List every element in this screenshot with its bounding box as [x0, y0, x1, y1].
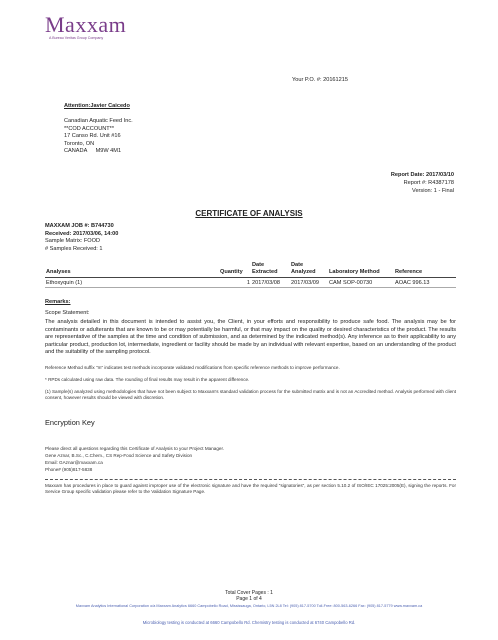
- job-number: MAXXAM JOB #: B744730: [45, 223, 114, 229]
- address-postal: M9W 4M1: [95, 148, 122, 155]
- report-number: Report #: R4387178: [403, 179, 454, 186]
- project-manager-contact: [45, 446, 224, 474]
- scope-statement-label: Scope Statement:: [45, 310, 90, 316]
- header-date-analyzed: [290, 262, 328, 277]
- report-info: [391, 172, 454, 195]
- address-line-company: Canadian Aquatic Feed Inc.: [64, 118, 133, 124]
- header-reference: Reference: [394, 262, 456, 277]
- job-received: Received: 2017/03/06, 14:00: [45, 230, 119, 237]
- reference-method-note: Reference Method suffix "m" indicates test methods incorporate validated modifications from specific reference methods to improve performance.: [45, 365, 340, 370]
- rpd-note: * RPDs calculated using raw data. The rounding of final results may result in the apparent difference.: [45, 377, 250, 382]
- validation-note: (1) Sample(s) analyzed using methodologies that have not been subject to Maxxam's standard validation process for the submitted matrix and is not an Accredited method. Analysis performed with client consent, however results should be viewed with discretion.: [45, 389, 456, 401]
- header-date-extracted-bottom: Extracted: [252, 268, 278, 275]
- footer-labs: Microbiology testing is conducted at 6660 Campobello Rd. Chemistry testing is conducted at 6740 Campobello Rd.: [142, 620, 356, 625]
- cell-method: CAM SOP-00730: [328, 277, 394, 288]
- encryption-key-label: Encryption Key: [45, 418, 95, 427]
- sample-matrix: Sample Matrix: FOOD: [45, 238, 101, 245]
- job-info: [45, 223, 118, 253]
- cell-quantity: 1: [219, 277, 251, 288]
- total-cover-pages: Total Cover Pages : 1: [225, 590, 273, 596]
- page-info: [0, 590, 498, 603]
- certificate-title: CERTIFICATE OF ANALYSIS: [195, 209, 303, 218]
- header-analyses: Analyses: [45, 262, 219, 277]
- address-line-country: [64, 148, 133, 156]
- header-date-analyzed-top: Date: [291, 262, 304, 268]
- analysis-table: [45, 262, 456, 288]
- contact-phone: Phone# (905)817-5838: [45, 467, 93, 472]
- table-header-row: [45, 262, 456, 277]
- po-number: Your P.O. #: 20161215: [292, 77, 348, 83]
- contact-intro: Please direct all questions regarding this Certificate of Analysis to your Project Manager.: [45, 446, 224, 451]
- address-line-street: 17 Canso Rd. Unit #16: [64, 133, 121, 140]
- contact-name: Gene Aznar, B.Sc., C.Chem., CS Rep-Food Science and Safety Division: [45, 453, 193, 458]
- report-version: Version: 1 - Final: [412, 187, 454, 194]
- maxxam-logo: [45, 14, 175, 48]
- scope-statement-text: The analysis detailed in this document is intended to assist you, the Client, in your efforts and responsibility to produce safe food. The analysis may be for contaminants or adulterants that are known to be or may potentially be harmful, or that may impact on the quality or desired characteristics of the product. The results are representative of the samples at the time and condition of submission, and as determined by the indicated method(s). Any inference as to their applicability to any particular product, production lot, intermediate, ingredient or facility should be made by an individual with relevant expertise, based on an understanding of the product and the suitability of the sampling protocol.: [45, 319, 456, 356]
- page-number: Page 1 of 4: [236, 596, 262, 603]
- attention-line: Attention:Javier Caicedo: [64, 103, 130, 109]
- address-line-account: **COD ACCOUNT**: [64, 125, 115, 132]
- signature-procedures-text: Maxxam has procedures in place to guard against improper use of the electronic signature and have the required "signatories", as per section 5.10.2 of ISO/IEC 17025:2005(E), signing the reports. For Service Group specific validation please refer to the Validation Signature Page.: [45, 483, 456, 495]
- cell-date-extracted: 2017/03/08: [251, 277, 290, 288]
- header-quantity: Quantity: [219, 262, 251, 277]
- logo-wordmark: Maxxam: [45, 12, 127, 37]
- cell-date-analyzed: 2017/03/09: [290, 277, 328, 288]
- header-date-analyzed-bottom: Analyzed: [291, 268, 316, 275]
- cell-reference: AOAC 996.13: [394, 277, 456, 288]
- footer-address: Maxxam Analytics International Corporation o/a Maxxam Analytics 6660 Campobello Road, Mississauga, Ontario, L5N 2L8 Tel: (905) 817-5700 Toll-Free: 800-563-6266 Fax: (905) 817-5779 www.maxxam.ca: [75, 604, 423, 608]
- report-date: Report Date: 2017/03/10: [390, 172, 454, 178]
- table-row: [45, 277, 456, 288]
- address-line-city: Toronto, ON: [64, 140, 95, 147]
- cell-analysis: Ethoxyquin (1): [45, 277, 219, 288]
- remarks-heading: Remarks:: [45, 299, 71, 305]
- contact-email: Email: GAznar@maxxam.ca: [45, 460, 103, 465]
- header-method: Laboratory Method: [328, 262, 394, 277]
- logo-tagline: A Bureau Veritas Group Company: [49, 36, 104, 40]
- header-date-extracted: [251, 262, 290, 277]
- client-address: [64, 118, 133, 156]
- header-date-extracted-top: Date: [252, 262, 265, 268]
- samples-received: # Samples Received: 1: [45, 245, 103, 252]
- dashed-separator: [45, 479, 456, 480]
- address-country: CANADA: [64, 148, 88, 155]
